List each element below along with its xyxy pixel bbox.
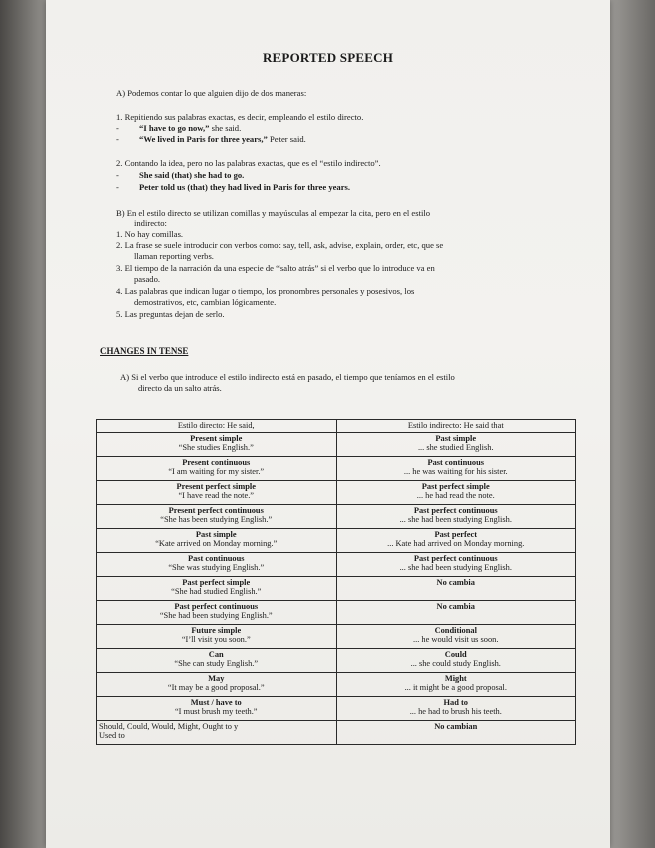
document-page: [46, 0, 610, 848]
example-sentence: “She had been studying English.”: [159, 611, 273, 621]
direct-cell: [97, 529, 337, 553]
table-row: [97, 529, 576, 553]
attribution: Peter said.: [267, 134, 306, 144]
rule-2: 2. La frase se suele introducir con verbos como: say, tell, ask, advise, explain, order, etc, que se: [116, 240, 444, 250]
table-header-row: [97, 420, 576, 433]
example-sentence: “It may be a good proposal.”: [167, 683, 265, 693]
direct-cell: [97, 721, 337, 745]
direct-cell: [97, 625, 337, 649]
example-sentence: ... he would visit us soon.: [413, 635, 499, 645]
example-sentence: “She had studied English.”: [171, 587, 262, 597]
direct-cell: [97, 481, 337, 505]
example-sentence: “She was studying English.”: [168, 563, 265, 573]
quote: “We lived in Paris for three years,”: [139, 134, 268, 144]
direct-cell: [97, 577, 337, 601]
changes-a: A) Si el verbo que introduce el estilo indirecto está en pasado, el tiempo que teníamos en el estilo: [120, 372, 455, 382]
tense-name: Past simple: [195, 530, 237, 539]
table-row: [97, 697, 576, 721]
rule-4-cont: demostrativos, etc, cambian lógicamente.: [134, 297, 277, 307]
rule-3: 3. El tiempo de la narración da una especie de “salto atrás” si el verbo que lo introduce va en: [116, 263, 435, 273]
example-sentence: “She studies English.”: [178, 443, 254, 453]
dash: -: [116, 134, 119, 144]
example-sentence: ... she studied English.: [417, 443, 494, 453]
example-sentence: Used to: [99, 731, 125, 741]
tense-name: No cambian: [434, 722, 478, 731]
tense-name: Present simple: [190, 434, 243, 443]
indirect-cell: [336, 673, 576, 697]
example-sentence: “I am waiting for my sister.”: [168, 467, 265, 477]
tense-name: No cambia: [436, 578, 475, 587]
item-2: 2. Contando la idea, pero no las palabras exactas, que es el “estilo indirecto”.: [116, 158, 381, 168]
tense-name: Can: [208, 650, 224, 659]
rule-2-cont: llaman reporting verbs.: [134, 251, 214, 261]
table-row: [97, 457, 576, 481]
direct-cell: [97, 601, 337, 625]
tense-name: Past continuous: [427, 458, 485, 467]
example-sentence: ... it might be a good proposal.: [404, 683, 507, 693]
changes-heading: CHANGES IN TENSE: [100, 346, 189, 356]
changes-a-cont: directo da un salto atrás.: [138, 383, 222, 393]
tense-name: Conditional: [434, 626, 477, 635]
item-1: 1. Repitiendo sus palabras exactas, es decir, empleando el estilo directo.: [116, 112, 364, 122]
example-sentence: “She has been studying English.”: [160, 515, 273, 525]
example-sentence: “She can study English.”: [174, 659, 259, 669]
header-direct: Estilo directo: He said,: [97, 420, 337, 433]
tense-name: Present continuous: [182, 458, 251, 467]
tense-name: Future simple: [191, 626, 242, 635]
direct-cell: [97, 505, 337, 529]
example-line: [116, 182, 350, 192]
rule-5: 5. Las preguntas dejan de serlo.: [116, 309, 225, 319]
example-line: [116, 123, 241, 133]
table-row: [97, 505, 576, 529]
example-sentence: ... she had been studying English.: [399, 515, 512, 525]
table-row: [97, 673, 576, 697]
tense-name: No cambia: [436, 602, 475, 611]
example-sentence: “I have read the note.”: [178, 491, 255, 501]
indirect-cell: [336, 625, 576, 649]
indirect-cell: [336, 601, 576, 625]
example-line: [116, 134, 306, 144]
tense-name: Might: [444, 674, 467, 683]
section-b-heading-cont: indirecto:: [134, 218, 167, 228]
section-b-heading: B) En el estilo directo se utilizan comillas y mayúsculas al empezar la cita, pero en el estilo: [116, 208, 431, 218]
tense-name: Had to: [443, 698, 468, 707]
indirect-cell: [336, 529, 576, 553]
example-sentence: “I must brush my teeth.”: [174, 707, 258, 717]
indirect-cell: [336, 577, 576, 601]
tense-table: [96, 419, 576, 745]
direct-cell: [97, 433, 337, 457]
example-sentence: ... he was waiting for his sister.: [403, 467, 508, 477]
direct-cell: [97, 697, 337, 721]
tense-name: May: [208, 674, 225, 683]
table-row: [97, 481, 576, 505]
dash: -: [116, 123, 119, 133]
direct-cell: [97, 553, 337, 577]
tense-name: Past perfect: [434, 530, 478, 539]
rule-3-cont: pasado.: [134, 274, 161, 284]
header-indirect: Estilo indirecto: He said that: [336, 420, 576, 433]
direct-cell: [97, 649, 337, 673]
indirect-cell: [336, 505, 576, 529]
tense-name: Should, Could, Would, Might, Ought to y: [99, 722, 239, 731]
direct-cell: [97, 457, 337, 481]
table-row: [97, 721, 576, 745]
tense-name: Present perfect continuous: [168, 506, 264, 515]
table-row: [97, 649, 576, 673]
tense-name: Present perfect simple: [176, 482, 256, 491]
example-sentence: ... she had been studying English.: [399, 563, 512, 573]
dash: -: [116, 182, 119, 192]
tense-name: Could: [444, 650, 467, 659]
page-title: REPORTED SPEECH: [262, 50, 394, 65]
tense-name: Must / have to: [190, 698, 242, 707]
table-row: [97, 601, 576, 625]
example-line: [116, 170, 244, 180]
attribution: she said.: [209, 123, 242, 133]
section-a-heading: A) Podemos contar lo que alguien dijo de dos maneras:: [116, 88, 307, 98]
table-row: [97, 553, 576, 577]
example-sentence: “I’ll visit you soon.”: [181, 635, 251, 645]
tense-name: Past perfect continuous: [413, 554, 498, 563]
tense-name: Past perfect simple: [421, 482, 490, 491]
indirect-cell: [336, 721, 576, 745]
tense-name: Past perfect continuous: [413, 506, 498, 515]
indirect-cell: [336, 553, 576, 577]
reported-example: She said (that) she had to go.: [139, 170, 245, 180]
example-sentence: ... he had to brush his teeth.: [409, 707, 502, 717]
dash: -: [116, 170, 119, 180]
rule-4: 4. Las palabras que indican lugar o tiempo, los pronombres personales y posesivos, los: [116, 286, 415, 296]
example-sentence: “Kate arrived on Monday morning.”: [155, 539, 278, 549]
table-row: [97, 625, 576, 649]
reported-example: Peter told us (that) they had lived in Paris for three years.: [139, 182, 351, 192]
indirect-cell: [336, 697, 576, 721]
indirect-cell: [336, 481, 576, 505]
indirect-cell: [336, 433, 576, 457]
indirect-cell: [336, 457, 576, 481]
tense-name: Past simple: [435, 434, 477, 443]
table-row: [97, 433, 576, 457]
rule-1: 1. No hay comillas.: [116, 229, 184, 239]
tense-name: Past continuous: [187, 554, 245, 563]
example-sentence: ... she could study English.: [410, 659, 501, 669]
example-sentence: ... Kate had arrived on Monday morning.: [387, 539, 525, 549]
table-row: [97, 577, 576, 601]
indirect-cell: [336, 649, 576, 673]
tense-name: Past perfect continuous: [174, 602, 259, 611]
quote: “I have to go now,”: [139, 123, 210, 133]
direct-cell: [97, 673, 337, 697]
example-sentence: ... he had read the note.: [416, 491, 495, 501]
tense-name: Past perfect simple: [182, 578, 251, 587]
